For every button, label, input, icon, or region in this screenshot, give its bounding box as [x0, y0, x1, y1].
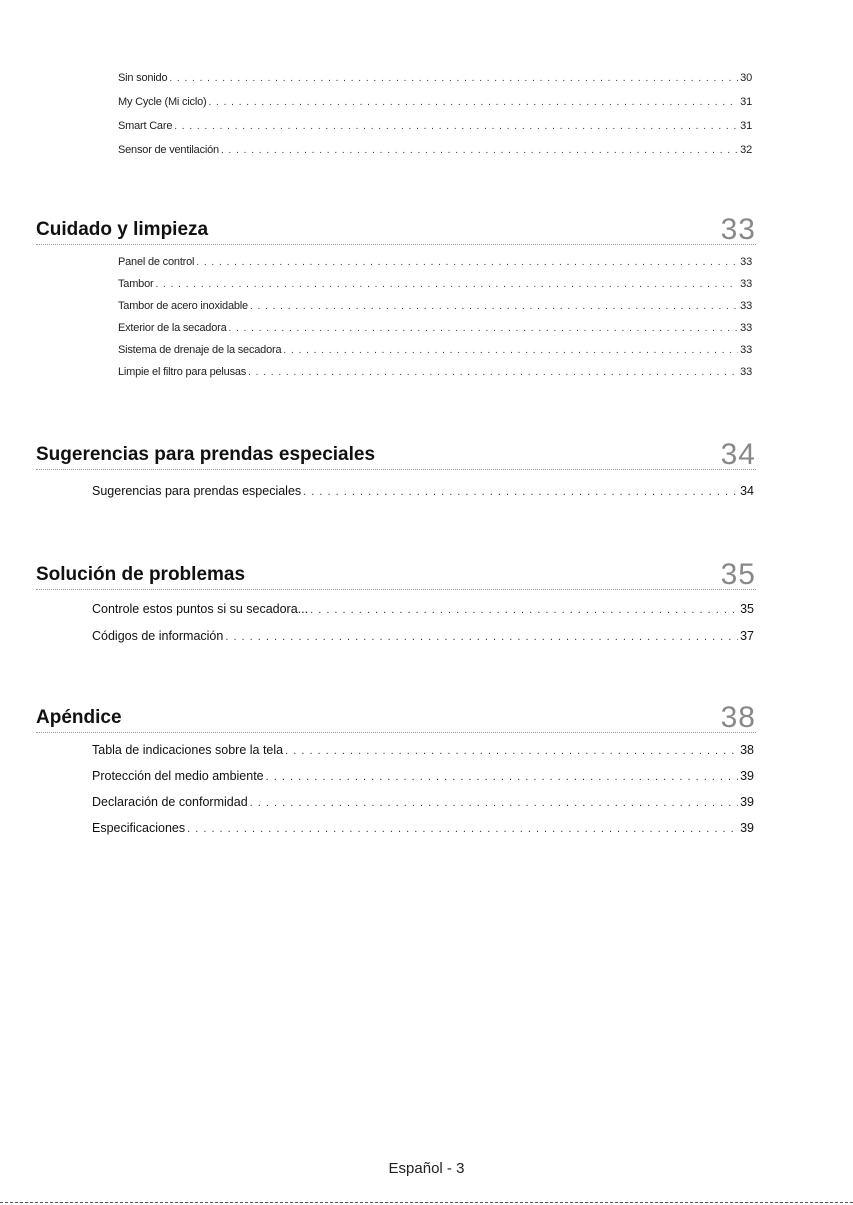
toc-entry-page: 33	[740, 344, 752, 356]
toc-entry-title: Tambor de acero inoxidable	[118, 300, 248, 312]
toc-entry-title: Tabla de indicaciones sobre la tela	[92, 743, 284, 757]
dot-leader	[310, 602, 738, 616]
toc-entry-title: Códigos de información	[92, 629, 224, 643]
section-heading[interactable]	[36, 205, 756, 245]
section-page-number: 34	[720, 438, 756, 471]
section-heading[interactable]	[36, 550, 756, 590]
toc-entry[interactable]	[118, 144, 752, 156]
dot-leader	[250, 795, 738, 809]
toc-entry-page: 39	[740, 795, 754, 809]
toc-entry-title: Panel de control	[118, 256, 195, 268]
toc-entry-page: 31	[740, 120, 752, 132]
toc-entry-page: 31	[740, 96, 752, 108]
toc-entry-title: Sensor de ventilación	[118, 144, 219, 156]
section-title: Sugerencias para prendas especiales	[36, 444, 376, 465]
section-title: Solución de problemas	[36, 564, 246, 585]
dot-leader	[250, 300, 738, 312]
toc-entry[interactable]	[118, 322, 752, 334]
bottom-divider	[0, 1202, 853, 1203]
section-heading[interactable]	[36, 693, 756, 733]
toc-entry-page: 35	[740, 602, 754, 616]
dot-leader	[221, 144, 738, 156]
divider	[36, 469, 756, 470]
dot-leader	[229, 322, 739, 334]
toc-entry[interactable]	[92, 795, 754, 809]
toc-entry[interactable]	[92, 484, 754, 498]
divider	[36, 244, 756, 245]
dot-leader	[174, 120, 738, 132]
toc-entry-title: Sin sonido	[118, 72, 168, 84]
toc-entry-title: My Cycle (Mi ciclo)	[118, 96, 207, 108]
toc-entry[interactable]	[118, 300, 752, 312]
dot-leader	[283, 344, 738, 356]
page-footer: Español - 3	[388, 1160, 465, 1177]
dot-leader	[248, 366, 738, 378]
dot-leader	[169, 72, 738, 84]
section-page-number: 35	[720, 558, 756, 591]
dot-leader	[266, 769, 738, 783]
toc-entry-page: 38	[740, 743, 754, 757]
toc-entry[interactable]	[118, 366, 752, 378]
toc-entry-title: Exterior de la secadora	[118, 322, 227, 334]
toc-entry-page: 37	[740, 629, 754, 643]
toc-entry[interactable]	[92, 602, 754, 616]
dot-leader	[225, 629, 738, 643]
divider	[36, 589, 756, 590]
dot-leader	[196, 256, 738, 268]
toc-entry-title: Tambor	[118, 278, 154, 290]
toc-entry[interactable]	[92, 821, 754, 835]
section-title: Cuidado y limpieza	[36, 219, 209, 240]
section-page-number: 33	[720, 213, 756, 246]
toc-entry-page: 39	[740, 769, 754, 783]
toc-entry-page: 33	[740, 256, 752, 268]
toc-entry[interactable]	[92, 769, 754, 783]
toc-entry[interactable]	[118, 344, 752, 356]
toc-entry-title: Declaración de conformidad	[92, 795, 248, 809]
toc-entry-page: 34	[740, 484, 754, 498]
toc-entry-page: 32	[740, 144, 752, 156]
toc-entry-page: 33	[740, 366, 752, 378]
dot-leader	[303, 484, 738, 498]
section-page-number: 38	[720, 701, 756, 734]
dot-leader	[187, 821, 738, 835]
toc-entry[interactable]	[118, 278, 752, 290]
toc-entry-page: 33	[740, 278, 752, 290]
toc-entry-title: Especificaciones	[92, 821, 186, 835]
toc-entry-page: 30	[740, 72, 752, 84]
toc-entry-title: Controle estos puntos si su secadora...	[92, 602, 309, 616]
dot-leader	[155, 278, 738, 290]
toc-entry[interactable]	[92, 743, 754, 757]
section-title: Apéndice	[36, 707, 122, 728]
toc-entry[interactable]	[118, 120, 752, 132]
toc-entry-page: 33	[740, 300, 752, 312]
divider	[36, 732, 756, 733]
toc-entry-title: Sistema de drenaje de la secadora	[118, 344, 282, 356]
toc-entry-title: Limpie el filtro para pelusas	[118, 366, 247, 378]
toc-entry[interactable]	[92, 629, 754, 643]
dot-leader	[285, 743, 738, 757]
toc-entry[interactable]	[118, 72, 752, 84]
dot-leader	[208, 96, 738, 108]
toc-entry-title: Protección del medio ambiente	[92, 769, 264, 783]
toc-entry[interactable]	[118, 96, 752, 108]
section-heading[interactable]	[36, 430, 756, 470]
toc-entry-page: 33	[740, 322, 752, 334]
toc-entry-title: Smart Care	[118, 120, 173, 132]
toc-entry-page: 39	[740, 821, 754, 835]
toc-entry-title: Sugerencias para prendas especiales	[92, 484, 302, 498]
toc-entry[interactable]	[118, 256, 752, 268]
